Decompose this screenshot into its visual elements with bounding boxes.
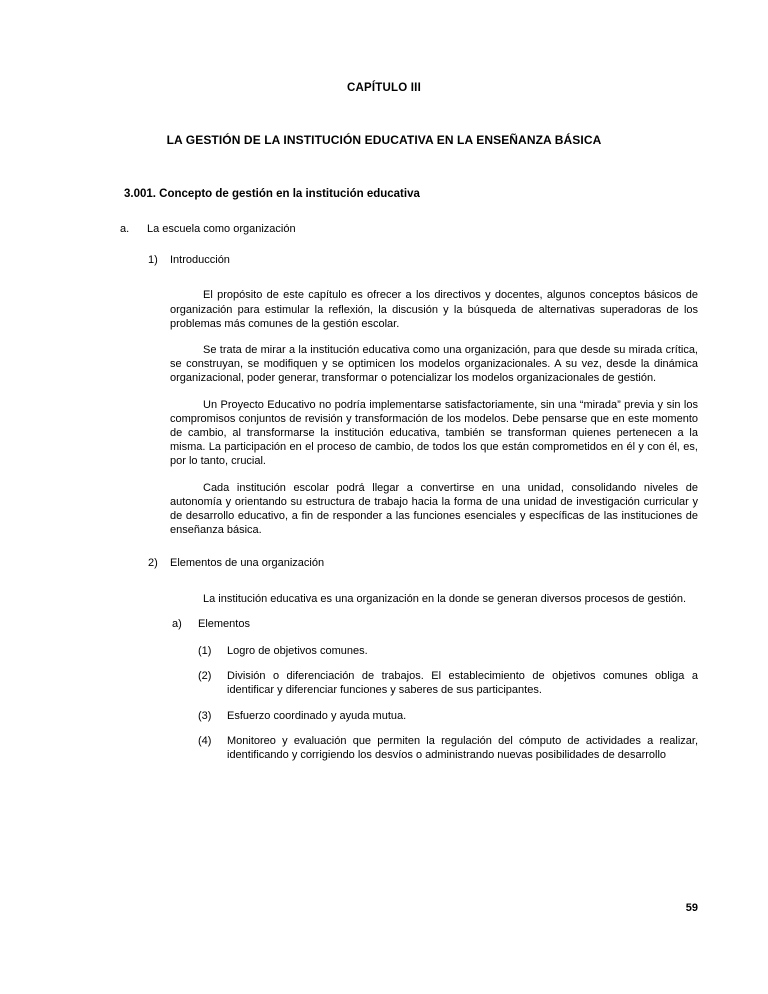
outline-label: La escuela como organización [147, 223, 296, 235]
outline-marker: a. [120, 223, 130, 235]
section-heading: 3.001. Concepto de gestión en la institución educativa [124, 188, 420, 200]
numbered-item [0, 709, 768, 723]
outline-label: Elementos de una organización [170, 557, 325, 570]
document-body [0, 222, 768, 773]
numbered-item [0, 734, 768, 762]
numbered-marker: (1) [198, 645, 212, 658]
numbered-marker: (3) [198, 709, 212, 722]
numbered-item [0, 644, 768, 658]
chapter-label: CAPÍTULO III [347, 82, 421, 94]
numbered-marker: (2) [198, 670, 212, 683]
numbered-text: Esfuerzo coordinado y ayuda mutua. [227, 709, 407, 722]
outline-marker: 2) [148, 557, 158, 570]
body-paragraph: Cada institución escolar podrá llegar a convertirse en una unidad, consolidando niveles de autonomía y orientando su estructura de trabajo hacia la forma de una unidad de investigación curricular y de desarrollo educativo, a fin de responder a las funciones esenciales y específicas de las instituciones de enseñanza básica. [170, 481, 698, 537]
body-paragraph: Un Proyecto Educativo no podría implementarse satisfactoriamente, sin una “mirada” previa y sin los compromisos conjuntos de revisión y transformación de los modelos. Debe pensarse que en este momento de cambio, al transformarse la institución educativa, también se transforman quienes pertenecen a la misma. La participación en el proceso de cambio, de todos los que están comprometidos en él y con él, es, por lo tanto, crucial. [170, 398, 698, 468]
numbered-text: Logro de objetivos comunes. [227, 645, 368, 658]
numbered-text: Monitoreo y evaluación que permiten la regulación del cómputo de actividades a realizar, identificando y corrigiendo los desvíos o administrando nuevas posibilidades de desarrollo [227, 734, 698, 762]
body-paragraph: Se trata de mirar a la institución educativa como una organización, para que desde su mirada crítica, se construyan, se modifiquen y se optimicen los modelos organizacionales. A su vez, desde la dinámica organizacional, poder generar, transformar o potencializar los modelos organizacionales de gestión. [170, 344, 698, 385]
outline-marker: 1) [148, 254, 158, 267]
outline-item-1 [0, 253, 768, 267]
body-paragraph: El propósito de este capítulo es ofrecer a los directivos y docentes, algunos conceptos básicos de organización para estimular la reflexión, la discusión y la búsqueda de alternativas superadoras de los problemas más comunes de la gestión escolar. [170, 289, 698, 330]
page-title: LA GESTIÓN DE LA INSTITUCIÓN EDUCATIVA EN LA ENSEÑANZA BÁSICA [166, 133, 602, 147]
outline-item-a [0, 222, 768, 236]
page-number: 59 [685, 902, 698, 914]
outline-item-2 [0, 556, 768, 570]
numbered-text: División o diferenciación de trabajos. El establecimiento de objetivos comunes obliga a identificar y diferenciar funciones y saberes de sus participantes. [227, 670, 698, 697]
outline-label: Elementos [198, 617, 250, 630]
outline-marker: a) [172, 617, 182, 630]
numbered-item [0, 669, 768, 697]
outline-label: Introducción [170, 254, 230, 267]
body-paragraph: La institución educativa es una organización en la donde se generan diversos procesos de gestión. [203, 592, 687, 605]
outline-item-a2 [0, 617, 768, 631]
numbered-marker: (4) [198, 734, 212, 747]
